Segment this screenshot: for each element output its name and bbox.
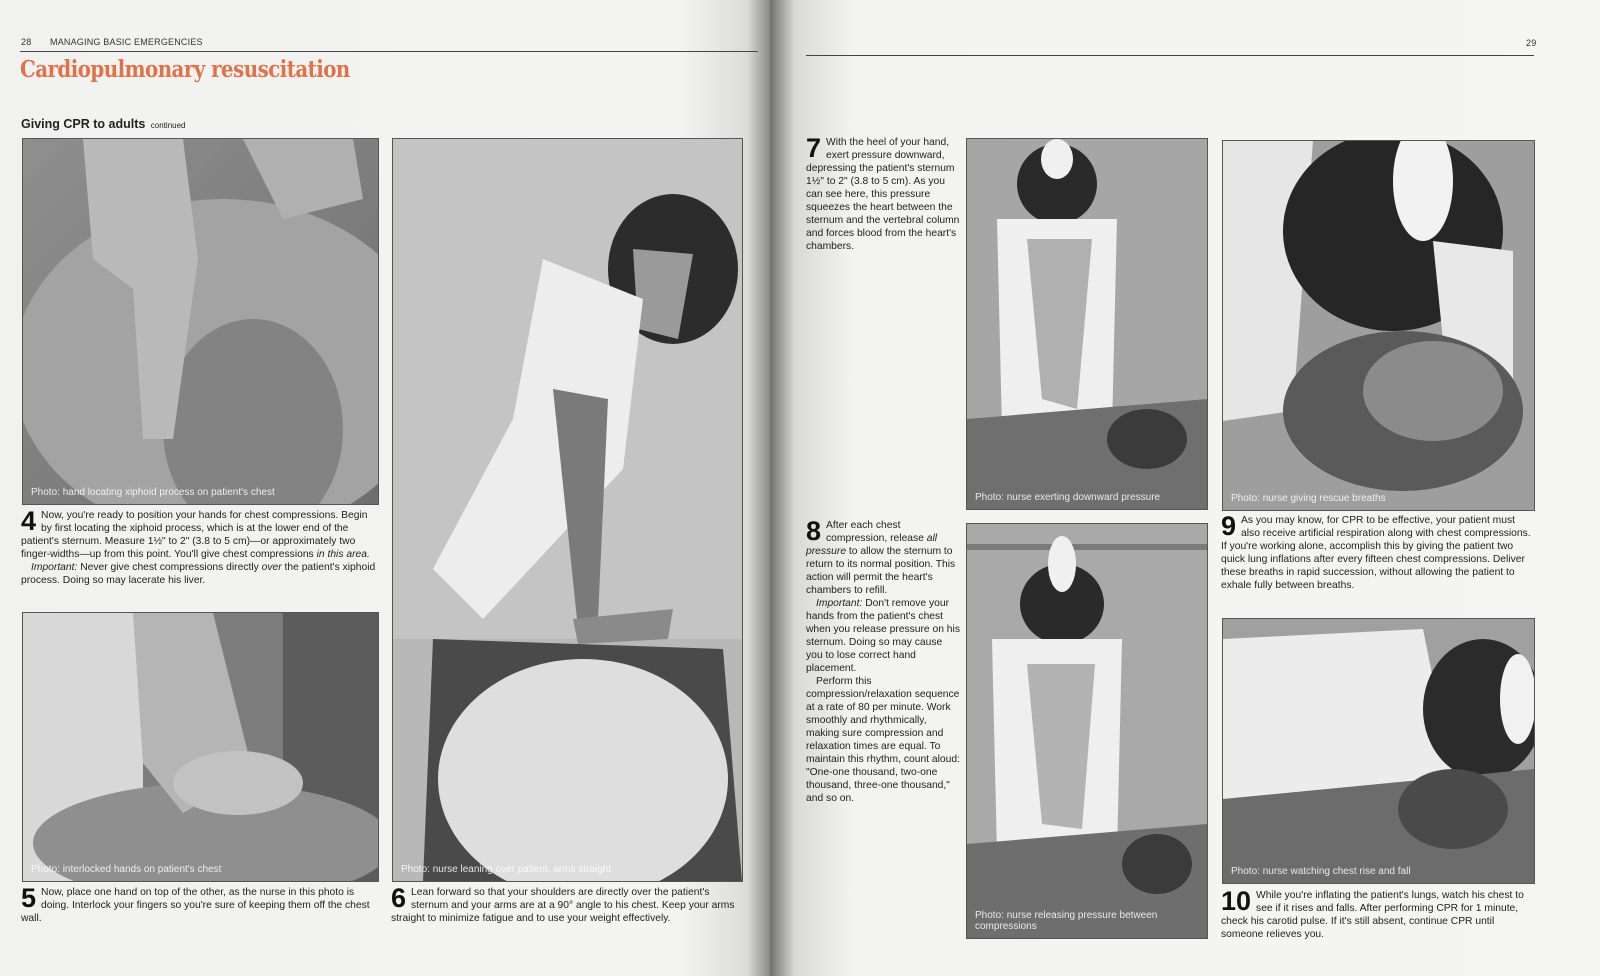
step-4-important-b: the patient's xiphoid process. Doing so may lacerate his liver. (21, 562, 376, 586)
photo-step-5-caption: Photo: interlocked hands on patient's chest (31, 864, 222, 875)
step-5-number: 5 (21, 883, 37, 913)
step-7-number: 7 (806, 133, 822, 163)
photo-step-5-image (23, 613, 378, 881)
photo-step-4-caption: Photo: hand locating xiphoid process on patient's chest (31, 487, 275, 498)
step-9-caption (1221, 511, 1536, 592)
step-8-caption (806, 516, 960, 805)
step-4-important (21, 561, 377, 587)
step-6-text: Lean forward so that your shoulders are directly over the patient's sternum and your arms are at a 90° angle to his chest. Keep your arms straight to minimize fatigue and to use your weight effectively. (391, 887, 735, 924)
photo-step-6-caption: Photo: nurse leaning over patient, arms straight (401, 864, 612, 875)
step-8-text-b: to allow the sternum to return to its normal position. This action will permit the heart's chambers to refill. (806, 546, 956, 596)
photo-step-8-image (967, 524, 1207, 938)
header-rule-right (806, 55, 1534, 56)
photo-step-7-caption: Photo: nurse exerting downward pressure (975, 492, 1161, 503)
photo-step-9 (1222, 140, 1535, 511)
photo-step-10-caption: Photo: nurse watching chest rise and fall (1231, 866, 1411, 877)
photo-step-7-image (967, 139, 1207, 509)
step-4-emphasis: in this area. (316, 549, 370, 560)
step-4-important-a: Never give chest compressions directly (77, 562, 262, 573)
step-8-important-label: Important: (816, 598, 863, 609)
page-title: Cardiopulmonary resuscitation (20, 56, 350, 83)
step-8-text (806, 516, 960, 597)
step-4-number: 4 (21, 506, 37, 536)
step-10-number: 10 (1221, 886, 1252, 916)
page-number-left: 28 (21, 37, 32, 47)
step-4-important-label: Important: (31, 562, 78, 573)
step-5-text: Now, place one hand on top of the other, as the nurse in this photo is doing. Interlock your fingers so you're sure of keeping them off the chest wall. (21, 887, 370, 924)
step-6-number: 6 (391, 883, 407, 913)
subtitle-note: continued (150, 121, 186, 130)
step-8-important (806, 597, 960, 675)
photo-step-4-image (23, 139, 378, 504)
photo-step-8 (966, 523, 1208, 939)
step-7-text: With the heel of your hand, exert pressure downward, depressing the patient's sternum 1½" to 2" (3.8 to 5 cm). As you can see here, this pressure squeezes the heart between the sternum and the vertebral column and forces blood from the heart's chambers. (806, 137, 960, 252)
step-4-caption (21, 506, 377, 587)
step-4-text (21, 506, 377, 561)
left-page (0, 0, 770, 976)
photo-step-5 (22, 612, 379, 882)
photo-step-6 (392, 138, 743, 882)
step-8-important-text: Don't remove your hands from the patient's chest when you release pressure on his sternum. Doing so may cause you to lose correct hand placement. (806, 598, 960, 674)
right-page (770, 0, 1600, 976)
step-6-caption (391, 883, 743, 925)
photo-step-9-image (1223, 141, 1534, 510)
step-8-text-a: After each chest compression, release (826, 520, 927, 544)
photo-step-8-caption: Photo: nurse releasing pressure between compressions (975, 910, 1158, 932)
step-10-caption (1221, 886, 1536, 941)
header-rule (20, 51, 758, 52)
step-8-emphasis: all pressure (806, 533, 938, 557)
section-subtitle (21, 117, 186, 131)
running-head: MANAGING BASIC EMERGENCIES (50, 37, 203, 47)
photo-step-9-caption: Photo: nurse giving rescue breaths (1231, 493, 1386, 504)
photo-step-10 (1222, 618, 1535, 884)
step-7-caption (806, 133, 960, 253)
photo-step-7 (966, 138, 1208, 510)
step-4-important-em: over (261, 562, 282, 573)
page-number-right: 29 (1526, 38, 1537, 48)
step-5-caption (21, 883, 377, 925)
photo-step-6-image (393, 139, 742, 881)
photo-step-4 (22, 138, 379, 505)
step-10-text: While you're inflating the patient's lungs, watch his chest to see if it rises and falls. After performing CPR for 1 minute, check his carotid pulse. If it's still absent, continue CPR until someone relieves you. (1221, 890, 1524, 940)
step-9-number: 9 (1221, 511, 1237, 541)
subtitle-text: Giving CPR to adults (21, 117, 146, 131)
photo-step-10-image (1223, 619, 1534, 883)
step-9-text: As you may know, for CPR to be effective, your patient must also receive artificial respiration along with chest compressions. If you're working alone, accomplish this by giving the patient two quick lung inflations after every fifteen chest compressions. Deliver these breaths in rapid succession, without allowing the patient to exhale fully between breaths. (1221, 515, 1531, 591)
step-8-para2: Perform this compression/relaxation sequence at a rate of 80 per minute. Work smoothly and rhythmically, making sure compression and relaxation times are equal. To maintain this rhythm, count aloud: "One-one thousand, two-one thousand, three-one thousand," and so on. (806, 676, 960, 804)
step-8-number: 8 (806, 516, 822, 546)
step-4-body: Now, you're ready to position your hands for chest compressions. Begin by first locating the xiphoid process, which is at the lower end of the patient's sternum. Measure 1½" to 2" (3.8 to 5 cm)—or approximately two finger-widths—up from this point. You'll give chest compressions (21, 510, 368, 560)
